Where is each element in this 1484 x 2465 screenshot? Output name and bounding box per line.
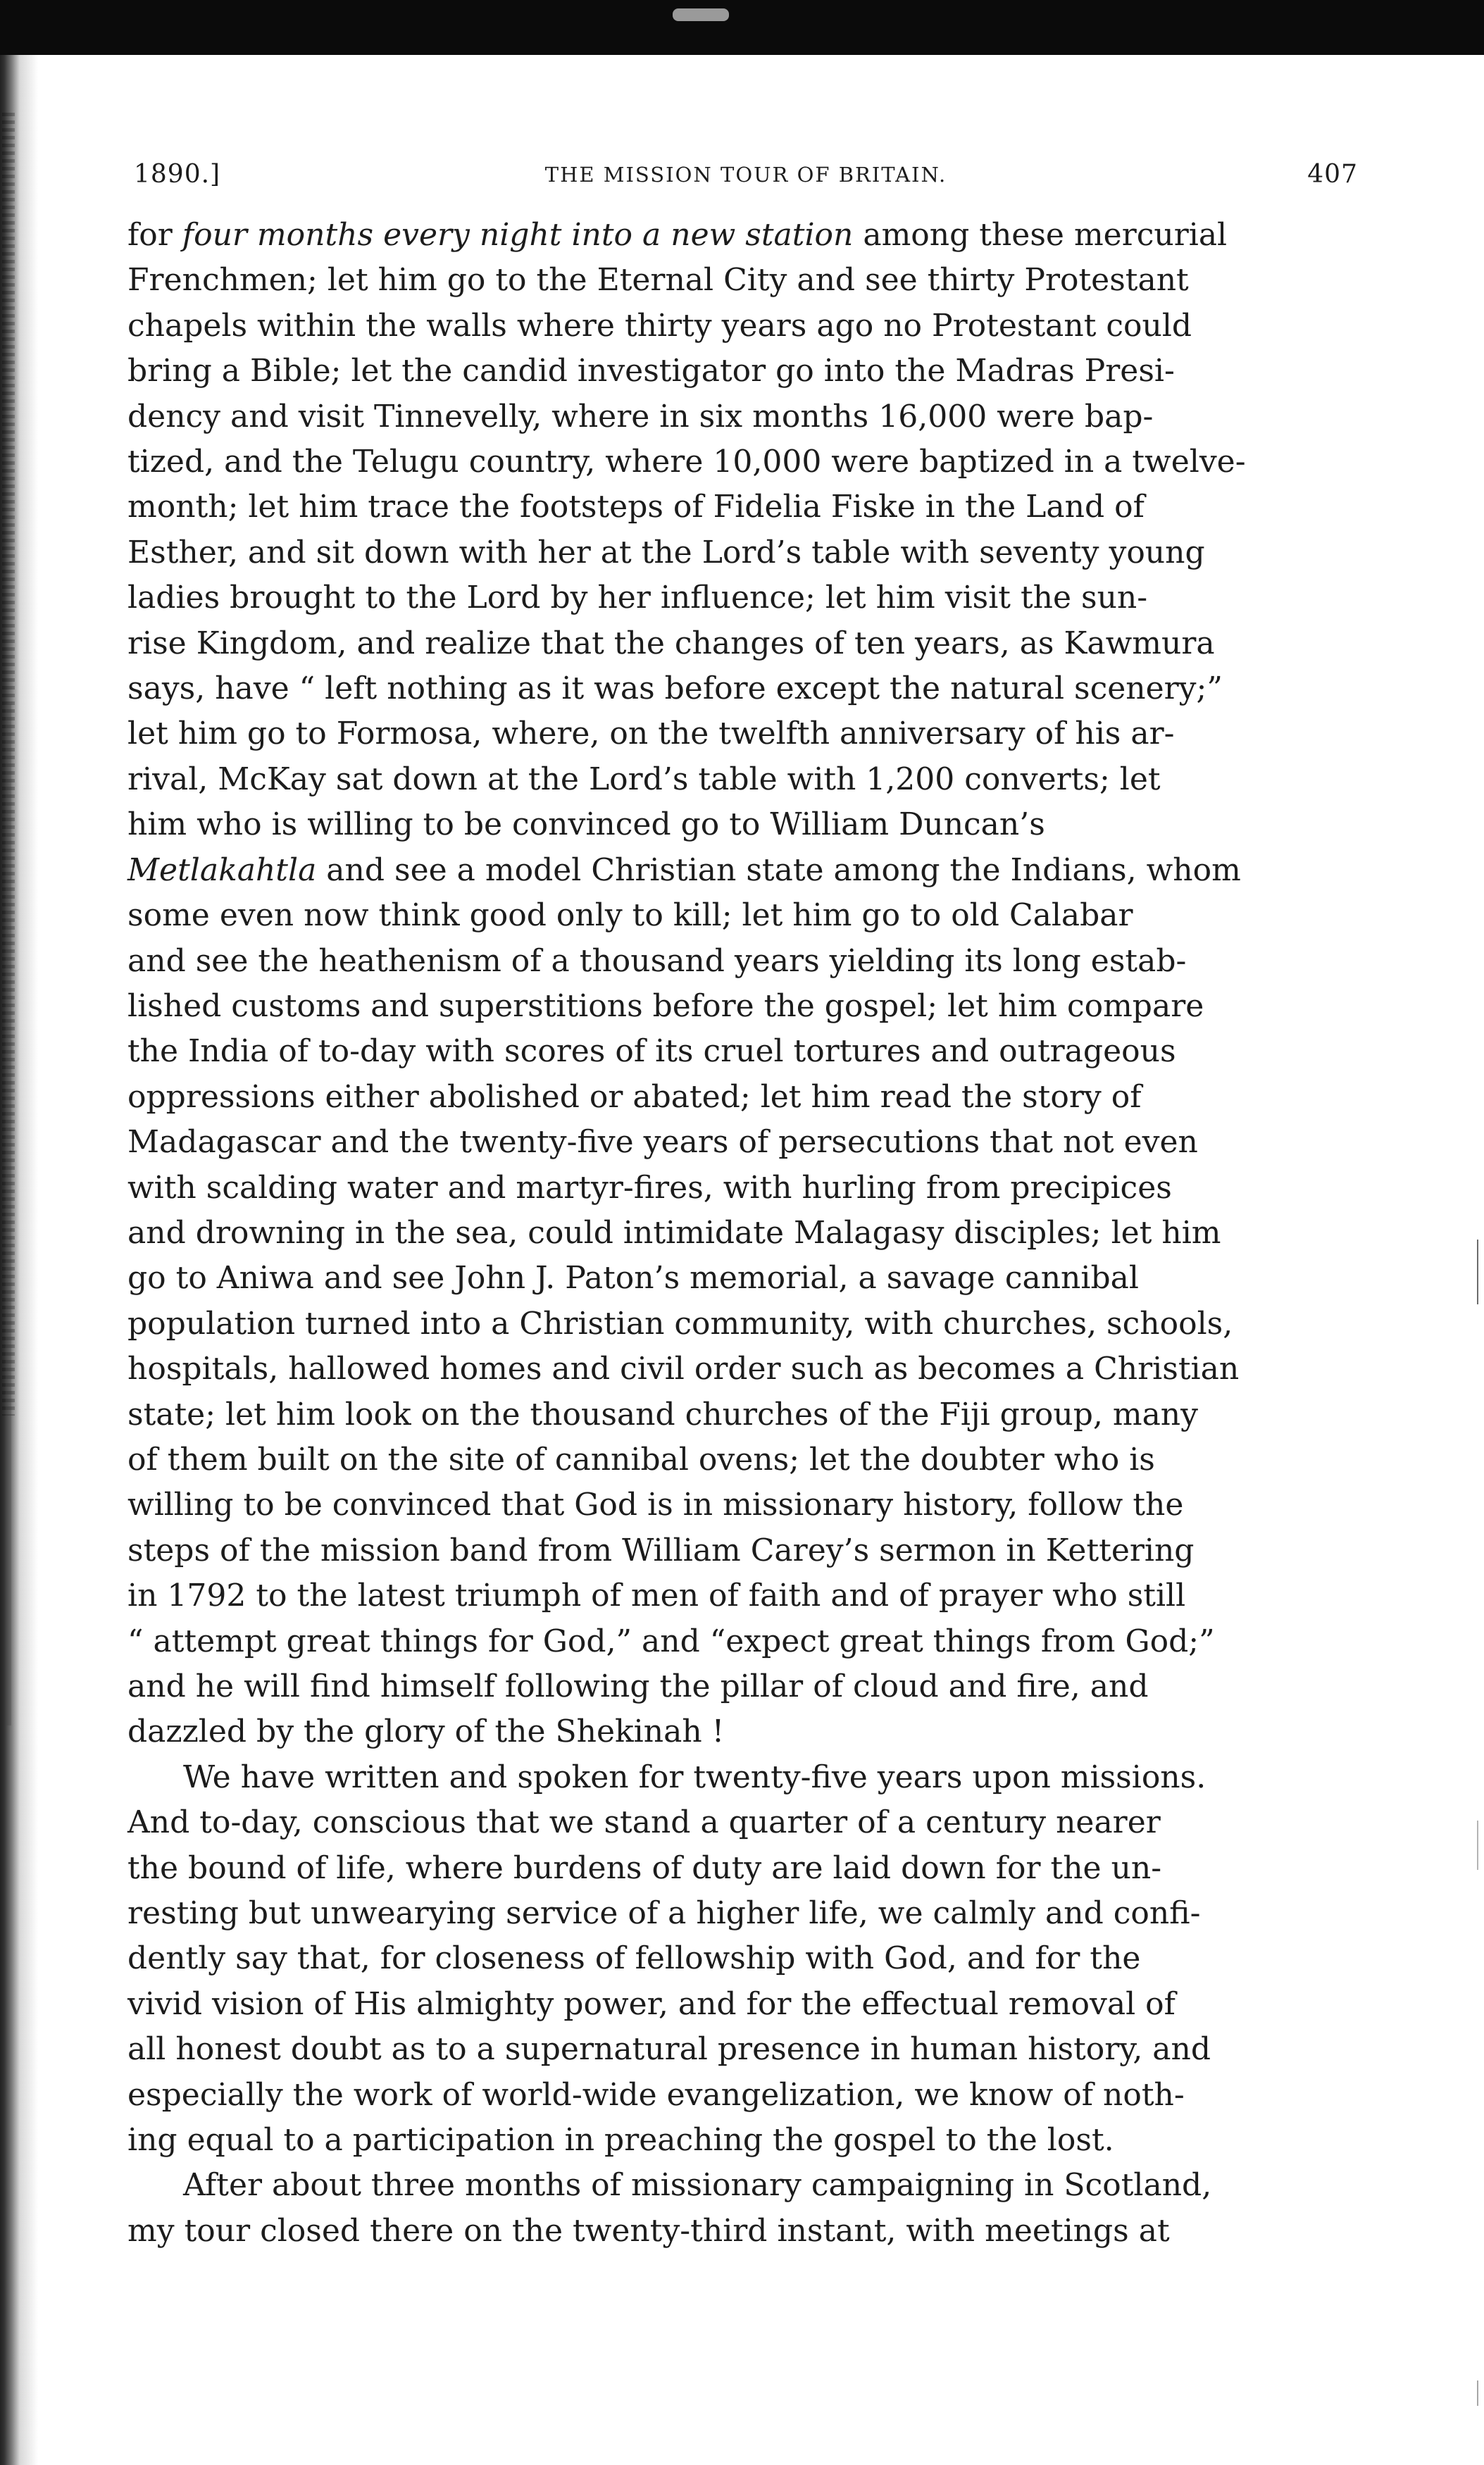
top-scan-band — [0, 0, 1484, 55]
text-segment: says, have “ left nothing as it was before except the natural scenery;” — [127, 670, 1223, 707]
text-segment: resting but unwearying service of a higher life, we calmly and confi- — [127, 1895, 1201, 1932]
text-segment: and see the heathenism of a thousand years yielding its long estab- — [127, 942, 1187, 979]
italic-text-segment: Metlakahtla — [127, 851, 317, 888]
text-segment: state; let him look on the thousand churches of the Fiji group, many — [127, 1396, 1198, 1433]
text-segment: all honest doubt as to a supernatural presence in human history, and — [127, 2031, 1211, 2068]
text-segment: with scalding water and martyr-fires, with hurling from precipices — [127, 1169, 1172, 1206]
text-segment: the India of to-day with scores of its cruel tortures and outrageous — [127, 1033, 1176, 1070]
text-line — [127, 1211, 1274, 1256]
text-segment: and he will find himself following the pillar of cloud and fire, and — [127, 1668, 1149, 1704]
right-margin-mark — [1477, 1240, 1478, 1304]
text-segment: of them built on the site of cannibal ovens; let the doubter who is — [127, 1441, 1155, 1478]
running-header — [134, 160, 1358, 201]
text-line — [127, 1029, 1274, 1074]
text-line — [127, 1573, 1274, 1618]
text-segment: willing to be convinced that God is in missionary history, follow the — [127, 1487, 1184, 1523]
italic-text-segment: four months every night into a new station — [182, 217, 854, 253]
text-line — [127, 1619, 1274, 1664]
text-segment: And to-day, conscious that we stand a quarter of a century nearer — [127, 1804, 1161, 1841]
text-line — [127, 1075, 1274, 1120]
text-line — [127, 757, 1274, 802]
text-line — [127, 1982, 1274, 2027]
text-line — [127, 530, 1274, 575]
text-line — [127, 1891, 1274, 1936]
text-segment: ladies brought to the Lord by her influence; let him visit the sun- — [127, 580, 1148, 616]
text-line — [127, 1302, 1274, 1347]
text-line — [127, 1392, 1274, 1437]
body-text — [127, 213, 1274, 2254]
text-segment: and drowning in the sea, could intimidate Malagasy disciples; let him — [127, 1214, 1221, 1251]
text-segment: steps of the mission band from William Carey’s sermon in Kettering — [127, 1532, 1195, 1568]
text-segment: Frenchmen; let him go to the Eternal City and see thirty Protestant — [127, 262, 1189, 299]
running-year: 1890.] — [134, 160, 221, 189]
text-line — [127, 2209, 1274, 2254]
text-line — [127, 485, 1274, 530]
text-segment: month; let him trace the footsteps of Fidelia Fiske in the Land of — [127, 489, 1145, 525]
text-line — [127, 1755, 1274, 1800]
text-line — [127, 575, 1274, 620]
text-line — [127, 1166, 1274, 1211]
text-line — [127, 1800, 1274, 1845]
text-line — [127, 984, 1274, 1029]
text-segment: After about three months of missionary campaigning in Scotland, — [183, 2167, 1212, 2204]
right-margin-mark — [1477, 2380, 1478, 2406]
text-segment: hospitals, hallowed homes and civil order such as becomes a Christian — [127, 1351, 1240, 1387]
text-segment: for — [127, 217, 182, 253]
text-segment: oppressions either abolished or abated; let him read the story of — [127, 1078, 1142, 1115]
text-segment: “ attempt great things for God,” and “expect great things from God;” — [127, 1623, 1215, 1659]
text-line — [127, 802, 1274, 847]
text-segment: in 1792 to the latest triumph of men of faith and of prayer who still — [127, 1578, 1186, 1614]
text-line — [127, 2027, 1274, 2072]
text-segment: vivid vision of His almighty power, and for the effectual removal of — [127, 1985, 1176, 2022]
text-segment: rival, McKay sat down at the Lord’s table with 1,200 converts; let — [127, 761, 1161, 797]
text-segment: dently say that, for closeness of fellowship with God, and for the — [127, 1940, 1141, 1977]
text-segment: among these mercurial — [853, 217, 1228, 253]
text-segment: especially the work of world-wide evangelization, we know of noth- — [127, 2076, 1185, 2113]
text-line — [127, 213, 1274, 258]
text-segment: ing equal to a participation in preaching the gospel to the lost. — [127, 2122, 1114, 2159]
text-line — [127, 666, 1274, 711]
text-segment: bring a Bible; let the candid investigator go into the Madras Presi- — [127, 353, 1175, 389]
text-line — [127, 1936, 1274, 1981]
text-segment: chapels within the walls where thirty years ago no Protestant could — [127, 307, 1192, 344]
text-line — [127, 304, 1274, 349]
text-segment: dazzled by the glory of the Shekinah ! — [127, 1714, 725, 1750]
text-segment: Madagascar and the twenty-five years of persecutions that not even — [127, 1124, 1198, 1161]
text-line — [127, 1664, 1274, 1709]
text-segment: and see a model Christian state among the Indians, whom — [316, 851, 1241, 888]
text-line — [127, 621, 1274, 666]
text-segment: dency and visit Tinnevelly, where in six months 16,000 were bap- — [127, 398, 1154, 435]
text-line — [127, 349, 1274, 394]
text-line — [127, 893, 1274, 938]
text-line — [127, 1256, 1274, 1301]
text-segment: let him go to Formosa, where, on the twelfth anniversary of his ar- — [127, 716, 1175, 752]
text-line — [127, 2118, 1274, 2163]
text-segment: go to Aniwa and see John J. Paton’s memorial, a savage cannibal — [127, 1260, 1139, 1297]
decorative-ornament — [673, 8, 729, 21]
running-title: THE MISSION TOUR OF BRITAIN. — [544, 163, 947, 187]
text-line — [127, 258, 1274, 303]
text-line — [127, 1709, 1274, 1754]
text-line — [127, 848, 1274, 893]
text-segment: rise Kingdom, and realize that the changes of ten years, as Kawmura — [127, 625, 1215, 661]
text-line — [127, 439, 1274, 485]
text-segment: population turned into a Christian community, with churches, schools, — [127, 1305, 1233, 1342]
text-segment: tized, and the Telugu country, where 10,000 were baptized in a twelve- — [127, 444, 1246, 480]
text-segment: him who is willing to be convinced go to William Duncan’s — [127, 806, 1045, 843]
left-edge-strip — [6, 704, 11, 1726]
text-line — [127, 1483, 1274, 1528]
text-line — [127, 711, 1274, 756]
text-segment: my tour closed there on the twenty-third instant, with meetings at — [127, 2212, 1170, 2249]
text-line — [127, 1120, 1274, 1165]
text-segment: the bound of life, where burdens of duty are laid down for the un- — [127, 1849, 1162, 1886]
text-segment: some even now think good only to kill; let him go to old Calabar — [127, 897, 1133, 934]
text-segment: We have written and spoken for twenty-five years upon missions. — [183, 1759, 1206, 1795]
text-line — [127, 1528, 1274, 1573]
text-line — [127, 1846, 1274, 1891]
text-segment: lished customs and superstitions before the gospel; let him compare — [127, 987, 1204, 1024]
page-number: 407 — [1307, 160, 1358, 189]
text-line — [127, 939, 1274, 984]
text-line — [127, 394, 1274, 439]
text-line — [127, 1437, 1274, 1483]
text-segment: Esther, and sit down with her at the Lord’s table with seventy young — [127, 534, 1205, 570]
text-line — [127, 1347, 1274, 1392]
text-line — [127, 2073, 1274, 2118]
right-margin-mark — [1477, 1821, 1478, 1870]
text-line — [127, 2163, 1274, 2208]
